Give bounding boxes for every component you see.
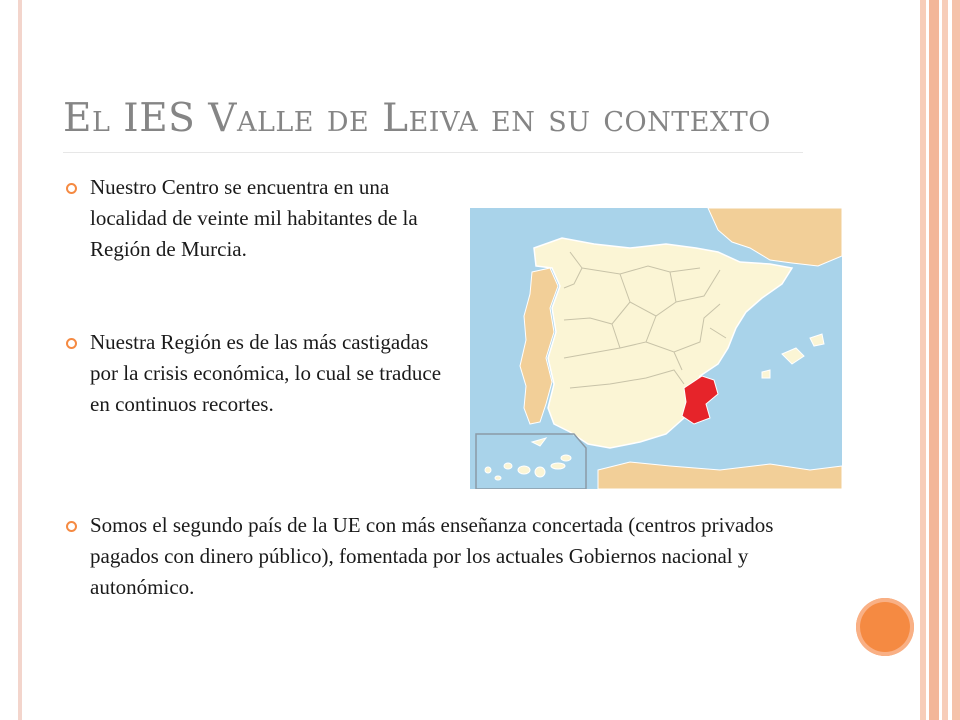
bullet-item xyxy=(66,327,446,420)
slide-title: El IES Valle de Leiva en su contexto xyxy=(63,96,771,141)
bullet-text: Nuestra Región es de las más castigadas por la crisis económica, lo cual se traduce en continuos recortes. xyxy=(90,330,442,416)
right-decorative-stripes xyxy=(920,0,960,720)
bullet-circle-icon xyxy=(66,338,77,349)
bullet-circle-icon xyxy=(66,521,77,532)
bullet-text: Nuestro Centro se encuentra en una localidad de veinte mil habitantes de la Región de Murcia. xyxy=(90,175,418,261)
bullet-circle-icon xyxy=(66,183,77,194)
map-of-spain-icon xyxy=(470,208,842,489)
bullet-text: Somos el segundo país de la UE con más enseñanza concertada (centros privados pagados con dinero público), fomentada por los actuales Gobiernos nacional y autonómico. xyxy=(90,513,774,599)
left-border-line xyxy=(18,0,22,720)
decorative-orange-circle xyxy=(856,598,914,656)
bullet-item xyxy=(66,510,796,603)
title-underline xyxy=(63,152,803,153)
bullet-item xyxy=(66,172,446,265)
